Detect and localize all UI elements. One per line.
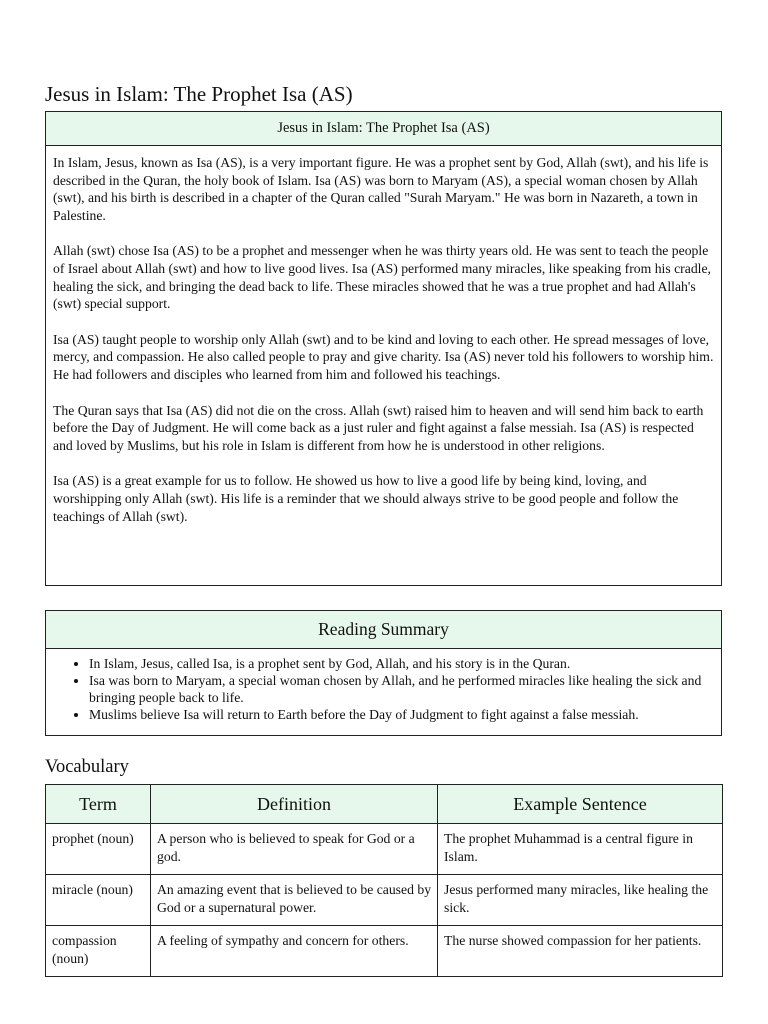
reading-paragraph: In Islam, Jesus, known as Isa (AS), is a very important figure. He was a prophet sent by God, Allah (swt), and his life is described in the Quran, the holy book of Islam. Isa (AS) was born to Maryam (AS), a special woman chosen by Allah (swt), and his birth is described in a chapter of the Quran called "Surah Maryam." He was born in Nazareth, a town in Palestine. <box>53 155 709 223</box>
reading-paragraph: Isa (AS) is a great example for us to follow. He showed us how to live a good life by being kind, loving, and worshipping only Allah (swt). His life is a reminder that we should always strive to be good people and follow the teachings of Allah (swt). <box>53 473 679 524</box>
term-cell: prophet (noun) <box>46 824 151 875</box>
reading-paragraph: Isa (AS) taught people to worship only Allah (swt) and to be kind and loving to each other. He spread messages of love, mercy, and compassion. He also called people to pray and give charity. Isa (AS) never told his followers to worship him. He had followers and disciples who learned from him and followed his teachings. <box>53 331 714 382</box>
definition-cell: An amazing event that is believed to be caused by God or a supernatural power. <box>151 875 438 926</box>
table-row <box>46 875 723 926</box>
reading-paragraph: Allah (swt) chose Isa (AS) to be a prophet and messenger when he was thirty years old. He was sent to teach the people of Israel about Allah (swt) and how to live good lives. Isa (AS) performed many miracles, like speaking from his cradle, healing the sick, and bringing the dead back to life. These miracles showed that he was a true prophet and had Allah's (swt) special support. <box>53 243 711 312</box>
reading-passage-body <box>46 146 721 525</box>
vocabulary-header-row <box>46 785 723 824</box>
example-cell: The nurse showed compassion for her patients. <box>438 926 723 977</box>
reading-summary-header: Reading Summary <box>46 611 721 649</box>
column-header-definition: Definition <box>151 785 438 824</box>
vocabulary-table <box>45 784 723 977</box>
summary-item: • In Islam, Jesus, called Isa, is a prophet sent by God, Allah, and his story is in the Quran. <box>89 655 721 672</box>
column-header-term: Term <box>46 785 151 824</box>
example-cell: Jesus performed many miracles, like healing the sick. <box>438 875 723 926</box>
summary-item: • Muslims believe Isa will return to Earth before the Day of Judgment to fight against a false messiah. <box>89 706 721 723</box>
definition-cell: A feeling of sympathy and concern for others. <box>151 926 438 977</box>
reading-summary-list <box>46 649 721 723</box>
column-header-example: Example Sentence <box>438 785 723 824</box>
term-cell: miracle (noun) <box>46 875 151 926</box>
table-row <box>46 824 723 875</box>
page-title: Jesus in Islam: The Prophet Isa (AS) <box>45 82 353 106</box>
vocabulary-title: Vocabulary <box>45 757 129 777</box>
reading-summary-box <box>45 610 722 736</box>
term-cell: compassion (noun) <box>46 926 151 977</box>
reading-passage-header: Jesus in Islam: The Prophet Isa (AS) <box>46 112 721 146</box>
reading-paragraph: The Quran says that Isa (AS) did not die on the cross. Allah (swt) raised him to heaven and will send him back to earth before the Day of Judgment. He will come back as a just ruler and fight against a false messiah. Isa (AS) is respected and loved by Muslims, but his role in Islam is different from how he is understood in other religions. <box>53 402 704 453</box>
definition-cell: A person who is believed to speak for God or a god. <box>151 824 438 875</box>
table-row <box>46 926 723 977</box>
reading-passage-box <box>45 111 722 586</box>
example-cell: The prophet Muhammad is a central figure in Islam. <box>438 824 723 875</box>
summary-item: • Isa was born to Maryam, a special woman chosen by Allah, and he performed miracles like healing the sick and bringing people back to life. <box>89 672 721 706</box>
